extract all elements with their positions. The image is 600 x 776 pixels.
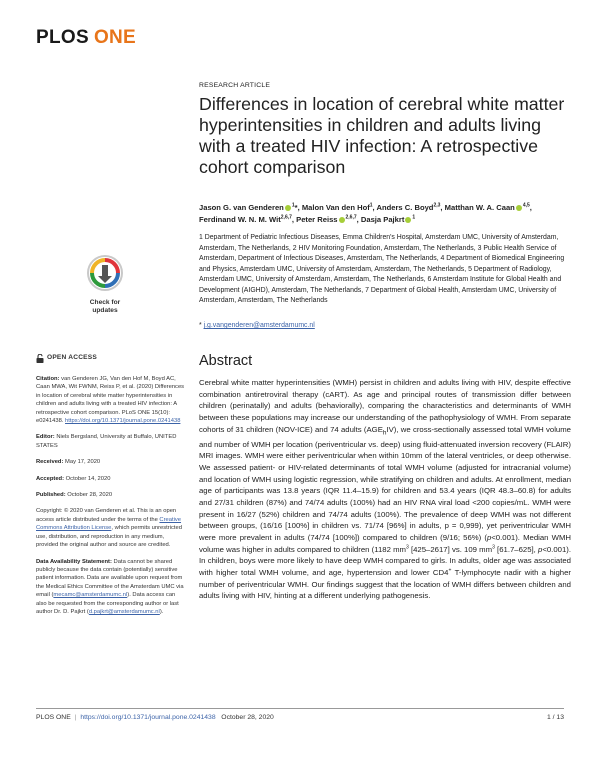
footer-doi-link[interactable]: https://doi.org/10.1371/journal.pone.0241438 xyxy=(80,714,216,721)
orcid-icon[interactable] xyxy=(516,205,522,211)
author-name: Malon Van den Hof xyxy=(301,203,370,212)
page-number: 1 / 13 xyxy=(546,714,564,721)
orcid-icon[interactable] xyxy=(339,217,345,223)
author-name: Anders C. Boyd xyxy=(376,203,434,212)
corresponding-email-link[interactable]: j.g.vangenderen@amsterdamumc.nl xyxy=(203,322,315,329)
author-name: Peter Reiss xyxy=(296,214,338,224)
data-availability-block: Data Availability Statement: Data cannot be shared publicly because the data contain (potentially) sensitive patient information. Data are available upon request from the Medical Ethics Committee of the Amsterdam UMC via email (mecamc@amsterdamumc.nl). Data access can also be requested from the corresponding author or last author Dr. D. Pajkrt (d.pajkrt@amsterdamumc.nl). xyxy=(36,558,184,615)
author-name: Ferdinand W. N. M. Wit xyxy=(199,214,281,224)
check-for-updates-icon xyxy=(86,254,124,292)
author-name: Jason G. van Genderen xyxy=(199,203,284,212)
accepted-block: Accepted: October 14, 2020 xyxy=(36,475,111,482)
author-list: Jason G. van Genderen $^1$*, Malon Van den Hof$^1$, Anders C. Boyd$^{2,3}$, Matthan W. A. Caan $^{4,5}$, Ferdinand W. N. M. Wit$^{2,6,7}$, Peter Reiss $^{2,6,7}$, Dasja Pajkrt $^1$ xyxy=(199,202,532,224)
author-email-link[interactable]: d.pajkrt@amsterdamumc.nl xyxy=(88,608,160,615)
journal-name-plos: PLOS xyxy=(36,27,89,48)
footer-info: PLOS ONE | https://doi.org/10.1371/journal.pone.0241438 October 28, 2020 xyxy=(36,714,274,721)
author-name: Dasja Pajkrt xyxy=(360,214,405,224)
open-access-label: OPEN ACCESS xyxy=(36,354,186,363)
check-for-updates-badge[interactable] xyxy=(86,254,124,312)
orcid-icon[interactable] xyxy=(405,217,411,223)
citation-doi-link[interactable]: https://doi.org/10.1371/journal.pone.0241438 xyxy=(65,418,181,425)
journal-name-one: ONE xyxy=(93,27,137,48)
license-link[interactable]: Creative Commons Attribution License xyxy=(36,516,182,532)
article-title: Differences in location of cerebral white matter hyperintensities in children and adults living with a treated HIV infection: A retrospective cohort comparison xyxy=(199,94,565,177)
journal-logo xyxy=(36,27,136,49)
abstract-heading: Abstract xyxy=(199,353,253,369)
affiliations: 1 Department of Pediatric Infectious Diseases, Emma Children's Hospital, Amsterdam UMC, University of Amsterdam, Amsterdam, The Netherlands, 2 HIV Monitoring Foundation, Amsterdam, The Netherlands, 3 Public Health Service of Amsterdam, Department of Infectious Diseases, Amsterdam, The Netherlands, 4 Department of Biomedical Engineering and Physics, Amsterdam UMC, University of Amsterdam, Amsterdam, The Netherlands, 5 Department of Radiology, Amsterdam UMC, University of Amsterdam, Amsterdam, The Netherlands, 6 Amsterdam Institute for Global Health and Development (AIGHD), Amsterdam, The Netherlands, 7 Department of Global Health, Amsterdam UMC, University of Amsterdam, Amsterdam, The Netherlands xyxy=(199,234,565,304)
editor-block: Editor: Niels Bergsland, University at Buffalo, UNITED STATES xyxy=(36,434,177,449)
copyright-block: Copyright: © 2020 van Genderen et al. This is an open access article distributed under the terms of the Creative Commons Attribution License, which permits unrestricted use, distribution, and reproduction in any medium, provided the original author and source are credited. xyxy=(36,508,182,549)
ethics-email-link[interactable]: mecamc@amsterdamumc.nl xyxy=(53,592,128,599)
corresponding-author: * j.g.vangenderen@amsterdamumc.nl xyxy=(199,322,315,329)
footer-date: October 28, 2020 xyxy=(221,714,274,721)
footer-journal: PLOS ONE xyxy=(36,714,71,721)
badge-label: Check for updates xyxy=(89,299,121,314)
sidebar xyxy=(36,354,186,624)
published-block: Published: October 28, 2020 xyxy=(36,492,113,499)
open-lock-icon xyxy=(36,354,44,363)
article-type: RESEARCH ARTICLE xyxy=(199,82,271,89)
orcid-icon[interactable] xyxy=(285,205,291,211)
abstract-text: Cerebral white matter hyperintensities (WMH) persist in children and adults living with HIV, despite effective combination antiretroviral therapy (cART). As age and principal routes of transmission differ between children (perinatally) and adults (behaviorally), comparing the characteristics and determinants of WMH between these populations may increase our understanding of the pathophysiology of WMH. From separate cohorts of 31 children (NOV-ICE) and 74 adults $(AGE_hIV)$, we cross-sectionally assessed total WMH volume and number of WMH per location (periventricular vs. deep) using fluid-attenuated inversion recovery (FLAIR) MRI images. WMH were either periventricular when within 10mm of the lateral ventricles, or deep otherwise. We assessed patient- or HIV-related determinants of total WMH volume (adjusted for intracranial volume) and location of WMH using logistic regression, while stratifying on children and adults. At enrollment, median age of participants was 13.8 years (IQR 11.4–15.9) for children and 53.4 years (IQR 48.3–60.8) for adults and 27/31 children (87%) and 74/74 adults (100%) had an HIV RNA viral load <200 copies/mL. WMH were present in 16/27 (52%) children and 74/74 adults (100%). The prevalence of deep WMH was not different between groups, (16/16 [100%] in children vs. 71/74 [96%] in adults, p = 0,999), yet periventricular WMH were more prevalent in adults (74/74 [100%]) compared to children (9/16; 56%) (p<0.001). Median WMH volume was higher in adults compared to children (1182 $mm^3$ [425–2617] vs. 109 $mm^3$ [61.7–625], p<0.001). In children, boys were more likely to have deep WMH compared to girls. In adults, older age was associated with higher total WMH volume, and age, hypertension and lower CD4+ T-lymphocyte nadir with a higher number of periventricular WMH. Our findings suggest that the location of WMH differs between children and adults living with HIV, hinting at a different underlying pathogenesis. xyxy=(199,378,571,601)
citation-block: Citation: van Genderen JG, Van den Hof M, Boyd AC, Caan MWA, Wit FWNM, Reiss P, et al. (2020) Differences in location of cerebral white matter hyperintensities in children and adults living with a treated HIV infection: A retrospective cohort comparison. PLoS ONE 15(10): e0241438. https://doi.org/10.1371/journal.pone.0241438 xyxy=(36,376,185,425)
received-block: Received: May 17, 2020 xyxy=(36,459,101,466)
footer-divider xyxy=(36,708,564,709)
author-name: Matthan W. A. Caan xyxy=(444,203,515,212)
